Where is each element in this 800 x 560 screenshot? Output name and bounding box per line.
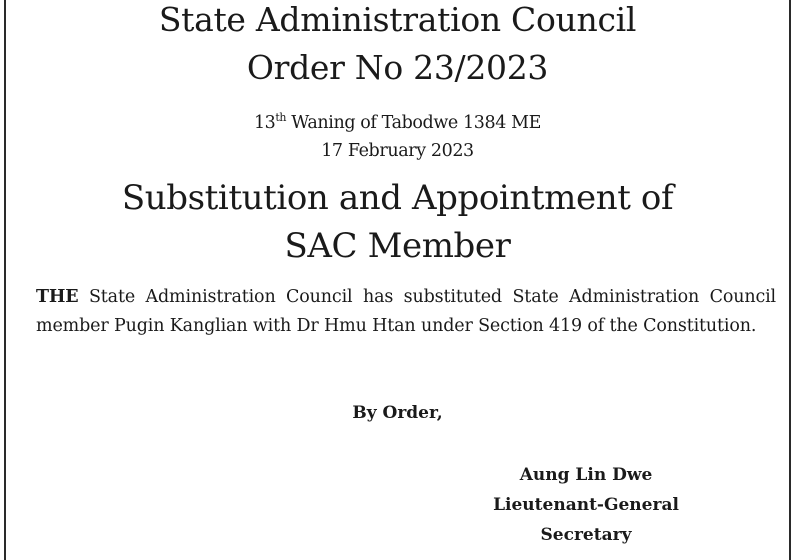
document-frame bbox=[4, 0, 791, 560]
order-number-heading: Order No 23/2023 bbox=[246, 48, 549, 87]
order-title-line-1: Substitution and Appointment of bbox=[121, 178, 674, 218]
date-day: 13 bbox=[253, 113, 276, 133]
signatory-title: Secretary bbox=[540, 525, 632, 545]
council-heading: State Administration Council bbox=[158, 0, 637, 39]
date-month-year: Waning of Tabodwe 1384 ME bbox=[286, 113, 542, 133]
order-body bbox=[36, 283, 776, 341]
signature-block bbox=[466, 460, 706, 550]
order-title-line-2: SAC Member bbox=[284, 226, 511, 266]
date-ordinal-suffix: th bbox=[275, 111, 287, 125]
body-lead-word: THE bbox=[36, 287, 79, 307]
body-text: State Administration Council has substituted State Administration Council member Pugin Kanglian with Dr Hmu Htan under Section 419 of the Constitution. bbox=[36, 287, 776, 336]
gregorian-date: 17 February 2023 bbox=[321, 141, 474, 161]
signatory-rank: Lieutenant-General bbox=[493, 495, 679, 515]
by-order-label: By Order, bbox=[352, 403, 443, 423]
myanmar-date bbox=[6, 112, 789, 134]
signatory-name: Aung Lin Dwe bbox=[519, 465, 653, 485]
